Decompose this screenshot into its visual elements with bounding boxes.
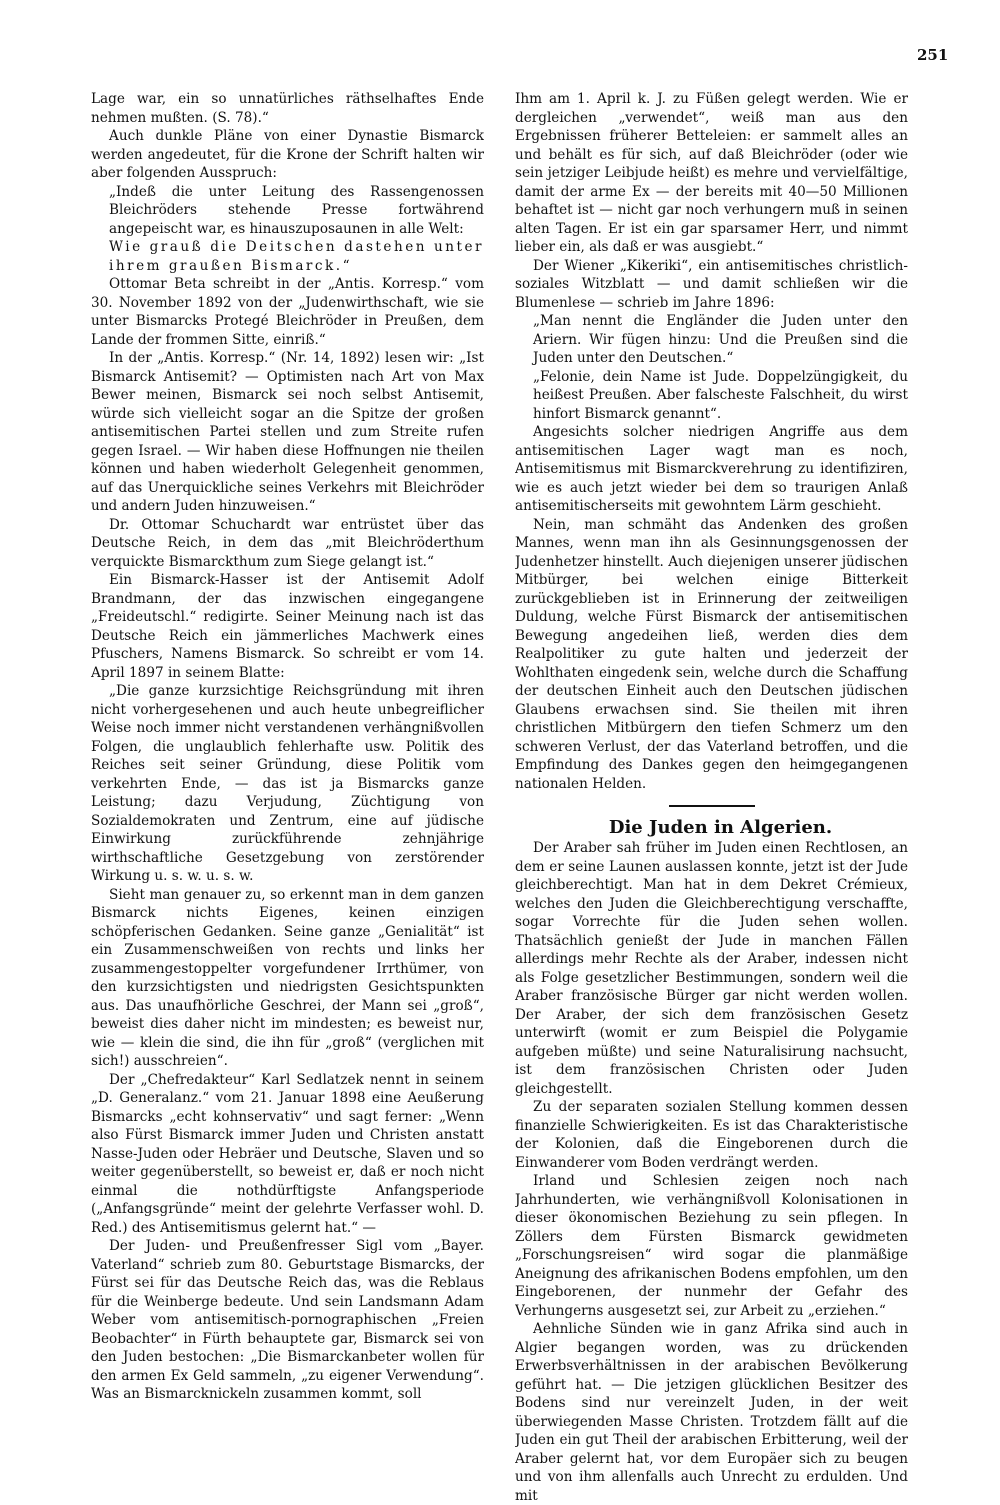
- paragraph: Nein, man schmäht das Andenken des großen Mannes, wenn man ihn als Gesinnungsgenossen der Judenhetzer hinstellt. Auch diejenigen unserer jüdischen Mitbürger, bei welchen einige Bitterkeit zurückgeblieben ist in Erinnerung der zeitweiligen Duldung, welche Fürst Bismarck der antisemitischen Bewegung angedeihen ließ, werden dies dem Realpolitiker zu gute halten und jederzeit der Wohlthaten eingedenk sein, welche durch die Schaffung der deutschen Einheit auch den Deutschen jüdischen Glaubens erwachsen sind. Sie theilen mit ihren christlichen Mitbürgern den tiefen Schmerz um den schweren Verlust, der das Vaterland betroffen, und die Empfindung des Dankes gegen den heimgegangenen nationalen Helden.: [515, 516, 908, 792]
- page-number: 251: [917, 46, 949, 64]
- paragraph: Sieht man genauer zu, so erkennt man in dem ganzen Bismarck nichts Eigenes, keinen einzigen schöpferischen Gedanken. Seine ganze „Genialität“ ist ein Zusammenschweißen von rechts und links her zusammengestoppelter vorgefundener Irrthümer, von den kurzsichtigsten und niedrigsten Gesichtspunkten aus. Das unaufhörliche Geschrei, der Mann sei „groß“, beweist dies daher nicht im mindesten; es beweist nur, wie — klein die sind, die ihn für „groß“ (verglichen mit sich!) ausschreien“.: [91, 886, 484, 1069]
- quote-paragraph: „Indeß die unter Leitung des Rassengenossen Bleichröders stehende Presse fortwährend angepeischt war, es hinauszuposaunen in alle Welt:: [109, 183, 484, 237]
- right-column: [515, 90, 908, 1505]
- section-divider: [669, 805, 755, 807]
- paragraph: Der Araber sah früher im Juden einen Rechtlosen, an dem er seine Launen auslassen konnte, jetzt ist der Jude gleichberechtigt. Man hat in dem Dekret Crémieux, welches den Juden die Gleichberechtigung verschaffte, sogar Vorrechte für die Juden sehen wollen. Thatsächlich genießt der Jude in manchen Fällen allerdings mehr Rechte als der Araber, indessen nicht als Folge gesetzlicher Bestimmungen, sondern weil die Araber französische Bürger gar nicht werden wollen. Der Araber, der sich dem französischen Gesetz unterwirft (womit er zum Beispiel die Polygamie aufgeben müßte) und seine Naturalisirung nachsucht, ist dem französischen Christen oder Juden gleichgestellt.: [515, 840, 908, 1097]
- quote-paragraph: Wie grauß die Deitschen dastehen unter ihrem graußen Bismarck.“: [109, 239, 484, 274]
- paragraph: Zu der separaten sozialen Stellung kommen dessen finanzielle Schwierigkeiten. Es ist das Charakteristische der Kolonien, daß die Eingeborenen durch die Einwanderer vom Boden verdrängt werden.: [515, 1099, 908, 1171]
- paragraph: Dr. Ottomar Schuchardt war entrüstet über das Deutsche Reich, in dem das „mit Bleichröderthum verquickte Bismarckthum zum Siege gelangt ist.“: [91, 516, 484, 570]
- paragraph: In der „Antis. Korresp.“ (Nr. 14, 1892) lesen wir: „Ist Bismarck Antisemit? — Optimisten nach Art von Max Bewer meinen, Bismarck sei noch selbst Antisemit, würde sich vielleicht sogar an die Spitze der großen antisemitischen Partei stellen und zum Streite rufen gegen Israel. — Wir haben diese Hoffnungen nie theilen können und haben wiederholt Gelegenheit genommen, auf das Unerquickliche seines Verkehrs mit Bleichröder und andern Juden hinzuweisen.“: [91, 350, 484, 514]
- left-column: [91, 90, 484, 1404]
- paragraph: Ottomar Beta schreibt in der „Antis. Korresp.“ vom 30. November 1892 von der „Judenwirthschaft, wie sie unter Bismarcks Protegé Bleichröder in Preußen, dem Lande der frommen Sitte, einriß.“: [91, 276, 484, 348]
- quote-paragraph: „Man nennt die Engländer die Juden unter den Ariern. Wir fügen hinzu: Und die Preußen sind die Juden unter den Deutschen.“: [533, 313, 908, 366]
- section-heading: Die Juden in Algerien.: [608, 817, 833, 838]
- paragraph: „Die ganze kurzsichtige Reichsgründung mit ihren nicht vorhergesehenen und auch heute unbegreiflicher Weise noch immer nicht verstandenen verhängnißvollen Folgen, die unglaublich fehlerhafte usw. Politik des Reiches seit seiner Gründung, diese Politik vom verkehrten Ende, — das ist ja Bismarcks ganze Leistung; dazu Verjudung, Züchtigung von Sozialdemokraten und Zentrum, eine auf jüdische Einwirkung zurückführende zehnjährige wirthschaftliche Gesetzgebung von zerstörender Wirkung u. s. w. u. s. w.: [91, 683, 484, 884]
- paragraph: Der Wiener „Kikeriki“, ein antisemitisches christlich-soziales Witzblatt — und damit schließen wir die Blumenlese — schrieb im Jahre 1896:: [515, 257, 908, 311]
- paragraph: Irland und Schlesien zeigen noch nach Jahrhunderten, wie verhängnißvoll Kolonisationen in dieser ökonomischen Beziehung zu sein pflegen. In Zöllers dem Fürsten Bismarck gewidmeten „Forschungsreisen“ wird sogar die planmäßige Aneignung des afrikanischen Bodens empfohlen, um den Eingeborenen, der nunmehr der Gefahr des Verhungerns ausgesetzt sei, zur Arbeit zu „erziehen.“: [515, 1173, 908, 1319]
- paragraph: Auch dunkle Pläne von einer Dynastie Bismarck werden angedeutet, für die Krone der Schrift halten wir aber folgenden Ausspruch:: [91, 128, 484, 181]
- paragraph: Lage war, ein so unnatürliches räthselhaftes Ende nehmen mußten. (S. 78).“: [91, 91, 484, 126]
- paragraph: Aehnliche Sünden wie in ganz Afrika sind auch in Algier begangen worden, was zu drückenden Erwerbsverhältnissen in der arabischen Bevölkerung geführt hat. — Die jetzigen glücklichen Besitzer des Bodens sind nur vereinzelt Juden, in der weit überwiegenden Masse Christen. Trotzdem fällt auf die Juden ein gut Theil der arabischen Erbitterung, weil der Araber gelernt hat, vor dem Europäer sich zu beugen und von ihm allenfalls auch Unrecht zu erdulden. Und mit: [515, 1321, 908, 1504]
- paragraph: Der Juden- und Preußenfresser Sigl vom „Bayer. Vaterland“ schrieb zum 80. Geburtstage Bismarcks, der Fürst sei für das Deutsche Reich das, was die Reblaus für die Weinberge bedeute. Und sein Landsmann Adam Weber vom antisemitisch-pornographischen „Freien Beobachter“ in Fürth behauptete gar, Bismarck sei von den Juden bestochen: „Die Bismarckanbeter wollen für den armen Ex Geld sammeln, „zu eigener Verwendung“. Was an Bismarcknickeln zusammen kommt, soll: [91, 1238, 484, 1402]
- quote-paragraph: „Felonie, dein Name ist Jude. Doppelzüngigkeit, du heißest Preußen. Aber falscheste Falschheit, du wirst hinfort Bismarck genannt“.: [533, 368, 908, 422]
- paragraph: Der „Chefredakteur“ Karl Sedlatzek nennt in seinem „D. Generalanz.“ vom 21. Januar 1898 eine Aeußerung Bismarcks „echt kohnservativ“ und sagt ferner: „Wenn also Fürst Bismarck immer Juden und Christen anstatt Nasse-Juden oder Hebräer und Deutsche, Slaven und so weiter gegenüberstellt, so beweist er, daß er noch nicht einmal die nothdürftigste Anfangsperiode („Anfangsgründe“ meint der gelehrte Verfasser wohl. D. Red.) des Antisemitismus gelernt hat.“ —: [91, 1071, 484, 1236]
- paragraph: Ihm am 1. April k. J. zu Füßen gelegt werden. Wie er dergleichen „verwendet“, weiß man aus den Ergebnissen früherer Betteleien: er sammelt alles an und behält es für sich, auf daß Bleichröder (oder wie sein jetziger Leibjude heißt) es mehre und vervielfältige, damit der arme Ex — der bereits mit 40—50 Millionen behaftet ist — nicht gar noch verhungern muß in seinen alten Tagen. Er ist ein gar sparsamer Herr, und nimmt lieber ein, als daß er was ausgiebt.“: [515, 91, 908, 255]
- paragraph: Ein Bismarck-Hasser ist der Antisemit Adolf Brandmann, der das inzwischen eingegangene „Freideutschl.“ redigirte. Seiner Meinung nach ist das Deutsche Reich ein jämmerliches Machwerk eines Pfuschers, Namens Bismarck. So schreibt er vom 14. April 1897 in seinem Blatte:: [91, 572, 484, 681]
- paragraph: Angesichts solcher niedrigen Angriffe aus dem antisemitischen Lager wagt man es noch, Antisemitismus mit Bismarckverehrung zu identifiziren, wie es auch jetzt wieder bei dem so traurigen Anlaß antisemitischerseits mit gewohntem Lärm geschieht.: [515, 424, 908, 514]
